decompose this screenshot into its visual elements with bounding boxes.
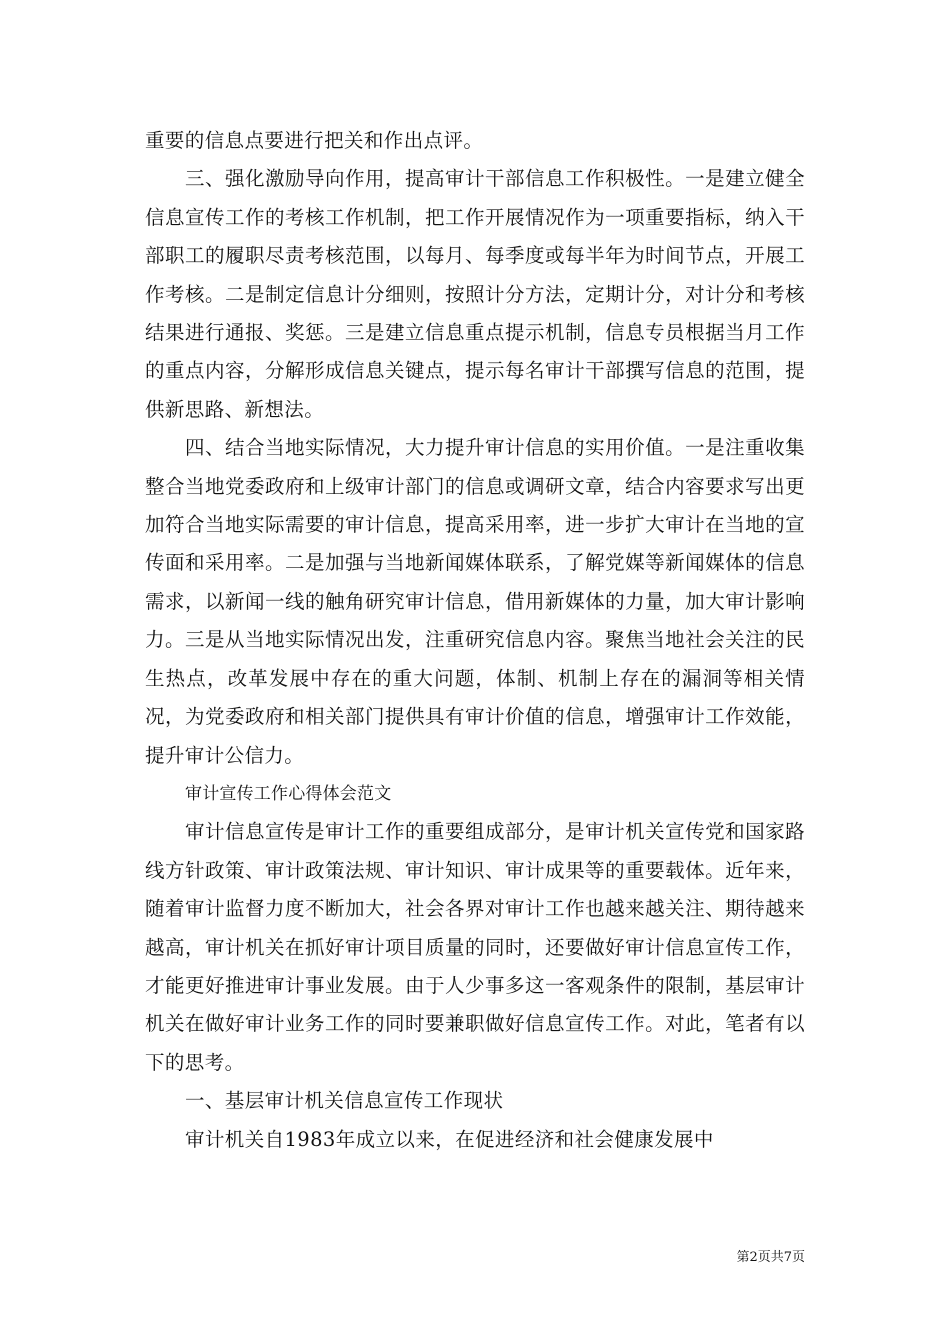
paragraph-introduction: 审计信息宣传是审计工作的重要组成部分，是审计机关宣传党和国家路线方针政策、审计政策法规、审计知识、审计成果等的重要载体。近年来，随着审计监督力度不断加大，社会各界对审计工作也越来越关注、期待越来越高，审计机关在抓好审计项目质量的同时，还要做好审计信息宣传工作，才能更好推进审计事业发展。由于人少事多这一客观条件的限制，基层审计机关在做好审计业务工作的同时要兼职做好信息宣传工作。对此，笔者有以下的思考。 — [145, 820, 805, 1074]
document-body — [145, 122, 805, 1159]
paragraph-section-four: 四、结合当地实际情况，大力提升审计信息的实用价值。一是注重收集整合当地党委政府和上级审计部门的信息或调研文章，结合内容要求写出更加符合当地实际需要的审计信息，提高采用率，进一步扩大审计在当地的宣传面和采用率。二是加强与当地新闻媒体联系，了解党媒等新闻媒体的信息需求，以新闻一线的触角研究审计信息，借用新媒体的力量，加大审计影响力。三是从当地实际情况出发，注重研究信息内容。聚焦当地社会关注的民生热点，改革发展中存在的重大问题，体制、机制上存在的漏洞等相关情况，为党委政府和相关部门提供具有审计价值的信息，增强审计工作效能，提升审计公信力。 — [145, 436, 805, 767]
paragraph-continuation: 重要的信息点要进行把关和作出点评。 — [145, 129, 484, 152]
section-heading-one: 一、基层审计机关信息宣传工作现状 — [185, 1089, 504, 1113]
paragraph-history: 审计机关自1983年成立以来，在促进经济和社会健康发展中 — [185, 1127, 714, 1151]
paragraph-section-three: 三、强化激励导向作用，提高审计干部信息工作积极性。一是建立健全信息宣传工作的考核工作机制，把工作开展情况作为一项重要指标，纳入干部职工的履职尽责考核范围，以每月、每季度或每半年为时间节点，开展工作考核。二是制定信息计分细则，按照计分方法，定期计分，对计分和考核结果进行通报、奖惩。三是建立信息重点提示机制，信息专员根据当月工作的重点内容，分解形成信息关键点，提示每名审计干部撰写信息的范围，提供新思路、新想法。 — [145, 167, 805, 421]
page-number-footer: 第2页共7页 — [736, 1250, 805, 1265]
article-title: 审计宣传工作心得体会范文 — [185, 783, 392, 804]
